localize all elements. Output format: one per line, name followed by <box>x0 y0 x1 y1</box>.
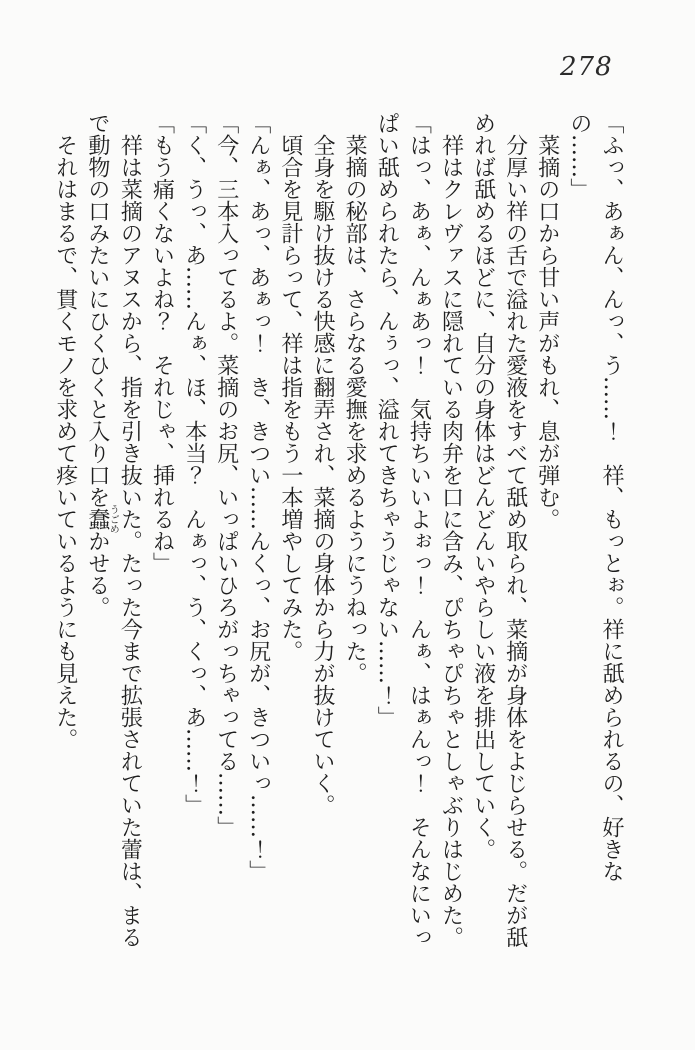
page-text <box>49 112 627 950</box>
paragraph-5: 「はっ、あぁ、んぁあっ！ 気持ちいいよぉっ！ んぁ、はぁんっ！ そんなにいっぱい舐められたら、んぅっ、溢れてきちゃうじゃない……！」 <box>374 112 432 948</box>
paragraph-1: 「ふっ、あぁん、んっ、う……！ 祥、もっとぉ。祥に舐められるの、好きなの……」 <box>566 112 624 882</box>
ruby-annotation: 蠢うごめ <box>84 504 119 534</box>
page-number: 278 <box>560 52 613 82</box>
paragraph-12: 「もう痛くないよね？ それじゃ、挿れるね」 <box>149 112 175 574</box>
paragraph-9: 「んぁ、あっ、あぁっ！ き、きつい……んくっ、お尻が、きついっ……！」 <box>245 112 271 882</box>
paragraph-14: それはまるで、貫くモノを求めて疼いているようにも見えた。 <box>52 134 78 750</box>
paragraph-3: 分厚い祥の舌で溢れた愛液をすべて舐め取られ、菜摘が身体をよじらせる。だが舐めれば舐めるほどに、自分の身体はどんどんいやらしい液を排出していく。 <box>470 112 528 948</box>
paragraph-13: 祥は菜摘のアヌスから、指を引き抜いた。たった今まで拡張されていた蕾は、まるで動物の口みたいにひくひくと入り口を蠢うごめかせる。 <box>84 112 143 948</box>
paragraph-11: 「く、うっ、あ……んぁ、ほ、本当？ んぁっ、う、くっ、あ……！」 <box>181 112 207 816</box>
paragraph-7: 全身を駆け抜ける快感に翻弄され、菜摘の身体から力が抜けていく。 <box>310 134 336 816</box>
paragraph-6: 菜摘の秘部は、さらなる愛撫を求めるようにうねった。 <box>342 134 368 684</box>
paragraph-2: 菜摘の口から甘い声がもれ、息が弾む。 <box>534 134 560 530</box>
paragraph-10: 「今、三本入ってるよ。菜摘のお尻、いっぱいひろがっちゃってる……」 <box>213 112 239 838</box>
paragraph-8: 頃合を見計らって、祥は指をもう一本増やしてみた。 <box>277 134 303 662</box>
paragraph-4: 祥はクレヴァスに隠れている肉弁を口に含み、ぴちゃぴちゃとしゃぶりはじめた。 <box>438 134 464 948</box>
